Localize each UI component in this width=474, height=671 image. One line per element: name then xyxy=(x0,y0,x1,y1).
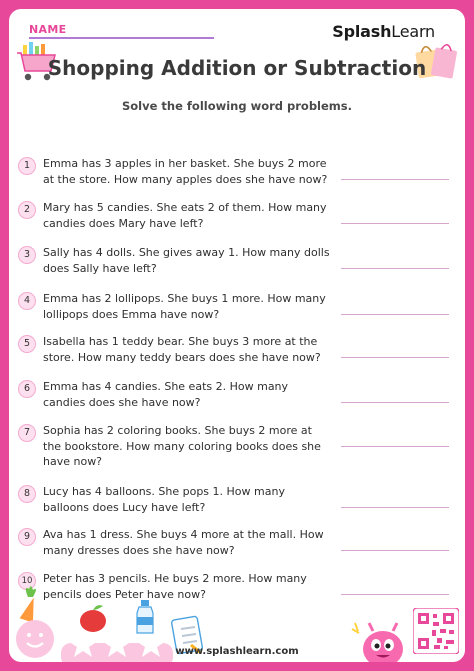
monster-mascot-icon xyxy=(349,619,411,662)
question-text: Emma has 3 apples in her basket. She buys 2 more at the store. How many apples does she have now? xyxy=(43,157,328,186)
answer-line[interactable] xyxy=(341,594,449,595)
answer-line[interactable] xyxy=(341,402,449,403)
question-number: 10 xyxy=(18,572,36,590)
brand-part-1: Splash xyxy=(332,22,392,41)
qr-code-icon[interactable] xyxy=(413,608,459,654)
answer-line[interactable] xyxy=(341,357,449,358)
question-text: Sally has 4 dolls. She gives away 1. How many dolls does Sally have left? xyxy=(43,246,330,275)
question-text: Sophia has 2 coloring books. She buys 2 more at the bookstore. How many coloring books does she have now? xyxy=(43,424,321,468)
question-number: 1 xyxy=(18,157,36,175)
question-text: Mary has 5 candies. She eats 2 of them. How many candies does Mary have left? xyxy=(43,201,327,230)
name-label: NAME xyxy=(29,23,67,36)
worksheet xyxy=(9,9,465,662)
question-text: Peter has 3 pencils. He buys 2 more. How many pencils does Peter have now? xyxy=(43,572,307,601)
answer-line[interactable] xyxy=(341,268,449,269)
answer-line[interactable] xyxy=(341,550,449,551)
answer-line[interactable] xyxy=(341,446,449,447)
answer-line[interactable] xyxy=(341,314,449,315)
question-number: 9 xyxy=(18,528,36,546)
question-number: 6 xyxy=(18,380,36,398)
question-number: 7 xyxy=(18,424,36,442)
question-text: Isabella has 1 teddy bear. She buys 3 more at the store. How many teddy bears does she have now? xyxy=(43,335,321,364)
brand-part-2: Learn xyxy=(391,22,435,41)
question-number: 3 xyxy=(18,246,36,264)
question-number: 5 xyxy=(18,335,36,353)
answer-line[interactable] xyxy=(341,507,449,508)
footer-url[interactable]: www.splashlearn.com xyxy=(175,646,299,657)
question-number: 2 xyxy=(18,201,36,219)
answer-line[interactable] xyxy=(341,223,449,224)
question-text: Lucy has 4 balloons. She pops 1. How many balloons does Lucy have left? xyxy=(43,485,285,514)
question-number: 4 xyxy=(18,292,36,310)
name-field[interactable] xyxy=(29,37,214,39)
question-text: Ava has 1 dress. She buys 4 more at the mall. How many dresses does she have now? xyxy=(43,528,324,557)
question-text: Emma has 4 candies. She eats 2. How many candies does she have now? xyxy=(43,380,289,409)
instructions: Solve the following word problems. xyxy=(122,99,352,113)
question-text: Emma has 2 lollipops. She buys 1 more. How many lollipops does Emma have now? xyxy=(43,292,326,321)
question-number: 8 xyxy=(18,485,36,503)
worksheet-title: Shopping Addition or Subtraction xyxy=(47,56,427,80)
answer-line[interactable] xyxy=(341,179,449,180)
milk-bottle-icon xyxy=(133,599,157,635)
